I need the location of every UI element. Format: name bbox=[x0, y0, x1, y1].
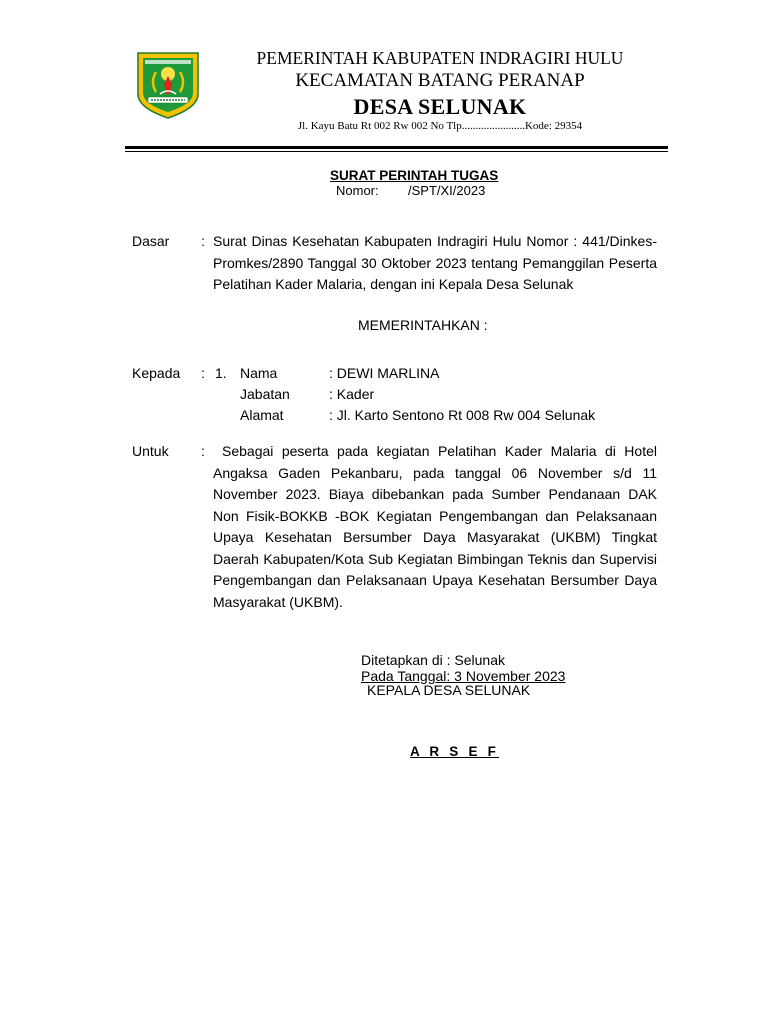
pada-tanggal-label: Pada Tanggal bbox=[361, 668, 447, 684]
pada-tanggal-value: : 3 November 2023 bbox=[446, 668, 566, 684]
kepada-label: Kepada bbox=[132, 365, 181, 381]
dasar-text: Surat Dinas Kesehatan Kabupaten Indragiri Hulu Nomor : 441/Dinkes-Promkes/2890 Tanggal 30 Oktober 2023 tentang Pemanggilan Peserta Pelatihan Kader Malaria, dengan ini Kepala Desa Selunak bbox=[213, 233, 657, 292]
untuk-label: Untuk bbox=[132, 443, 169, 459]
letterhead-divider-thin bbox=[125, 151, 668, 152]
letterhead-divider-thick bbox=[125, 146, 668, 149]
field-label-alamat: Alamat bbox=[240, 407, 284, 423]
document-number-label: Nomor: bbox=[336, 183, 379, 198]
dasar-colon: : bbox=[201, 233, 205, 249]
field-value-jabatan: : Kader bbox=[329, 386, 375, 402]
kepada-number: 1. bbox=[215, 365, 227, 381]
untuk-colon: : bbox=[201, 443, 205, 459]
signer-name: A R S E F bbox=[410, 744, 500, 759]
letterhead-village-name: DESA SELUNAK bbox=[353, 94, 527, 119]
kepada-colon: : bbox=[201, 365, 205, 381]
document-title: SURAT PERINTAH TUGAS bbox=[330, 168, 499, 183]
field-label-nama: Nama bbox=[240, 365, 278, 381]
field-label-jabatan: Jabatan bbox=[240, 386, 290, 402]
memerintahkan-heading: MEMERINTAHKAN : bbox=[358, 317, 488, 333]
letterhead-address: Jl. Kayu Batu Rt 002 Rw 002 No Tlp.......................Kode: 29354 bbox=[297, 120, 583, 132]
dasar-label: Dasar bbox=[132, 233, 170, 249]
letterhead-line-1: PEMERINTAH KABUPATEN INDRAGIRI HULU bbox=[256, 48, 624, 68]
document-number-value: /SPT/XI/2023 bbox=[408, 183, 486, 198]
signer-position: KEPALA DESA SELUNAK bbox=[367, 682, 531, 698]
untuk-text: Sebagai peserta pada kegiatan Pelatihan Kader Malaria di Hotel Angaksa Gaden Pekanbaru, pada tanggal 06 November s/d 11 November 2023. Biaya dibebankan pada Sumber Pendanaan DAK Non Fisik-BOKKB -BOK Kegiatan Pengembangan dan Pelaksanaan Upaya Kesehatan Bersumber Daya Masyarakat (UKBM) Tingkat Daerah Kabupaten/Kota Sub Kegiatan Bimbingan Teknis dan Supervisi Pengembangan dan Pelaksanaan Upaya Kesehatan Bersumber Daya Masyarakat (UKBM). bbox=[213, 443, 657, 610]
field-value-alamat: : Jl. Karto Sentono Rt 008 Rw 004 Selunak bbox=[329, 407, 596, 423]
document-number bbox=[336, 183, 486, 198]
field-value-nama: : DEWI MARLINA bbox=[329, 365, 440, 381]
ditetapkan-di: Ditetapkan di : Selunak bbox=[361, 652, 505, 668]
letterhead-line-2: KECAMATAN BATANG PERANAP bbox=[295, 70, 585, 91]
